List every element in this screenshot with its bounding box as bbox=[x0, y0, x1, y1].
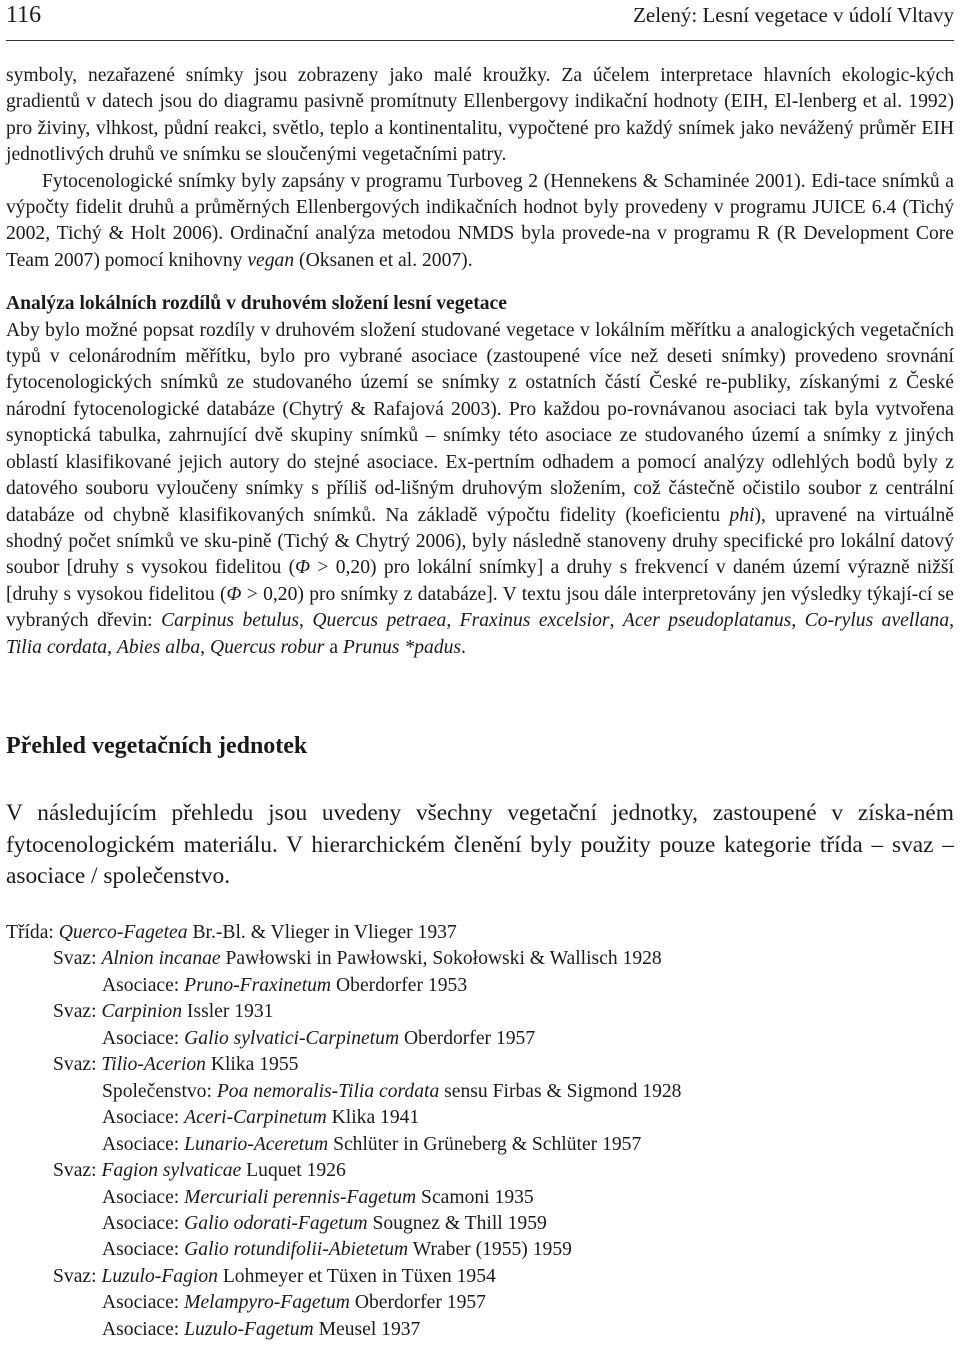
syntaxon-name: Galio odorati-Fagetum bbox=[184, 1212, 368, 1234]
rank-label: Svaz: bbox=[53, 1054, 102, 1076]
hierarchy-row bbox=[6, 1290, 681, 1316]
species-list: Carpinus betulus, Quercus petraea, Fraxinus excelsior, Acer pseudoplatanus, Co-rylus avellana, Tilia cordata, Abies alba, Quercus robur a Prunus *padus bbox=[6, 610, 955, 658]
species-name: Tilia cordata bbox=[6, 636, 108, 658]
syntaxon-name: Tilio-Acerion bbox=[101, 1054, 206, 1076]
hierarchy-row bbox=[6, 1105, 681, 1131]
phi-symbol: Φ bbox=[295, 557, 311, 579]
rank-label: Asociace: bbox=[102, 1318, 185, 1340]
syntaxon-author: Pawłowski in Pawłowski, Sokołowski & Wallisch 1928 bbox=[220, 948, 662, 970]
rank-label: Společenstvo: bbox=[102, 1080, 217, 1102]
species-name: Abies alba bbox=[116, 636, 201, 658]
syntaxon-name: Melampyro-Fagetum bbox=[184, 1292, 350, 1314]
hierarchy-row bbox=[6, 1211, 681, 1237]
hierarchy-row bbox=[6, 1026, 681, 1052]
syntaxon-author: Br.-Bl. & Vlieger in Vlieger 1937 bbox=[187, 922, 457, 943]
hierarchy-row bbox=[6, 1237, 681, 1263]
syntaxon-name: Galio sylvatici-Carpinetum bbox=[184, 1027, 400, 1049]
hierarchy-row bbox=[6, 1052, 681, 1078]
syntaxon-name: Carpinion bbox=[101, 1001, 183, 1023]
hierarchy-row bbox=[6, 1317, 681, 1343]
rank-label: Asociace: bbox=[102, 1212, 185, 1234]
body-text bbox=[6, 63, 954, 661]
syntaxon-author: Oberdorfer 1957 bbox=[349, 1292, 486, 1314]
syntaxon-name: Aceri-Carpinetum bbox=[184, 1107, 327, 1129]
syntaxon-author: Klika 1955 bbox=[205, 1054, 299, 1076]
rank-label: Asociace: bbox=[102, 974, 185, 996]
syntaxon-name: Pruno-Fraxinetum bbox=[184, 974, 332, 996]
phi-term: phi bbox=[729, 504, 755, 526]
species-name: Fraxinus excelsior bbox=[459, 610, 610, 632]
syntaxon-author: Oberdorfer 1953 bbox=[331, 974, 468, 996]
page-header bbox=[6, 0, 954, 41]
overview-heading: Přehled vegetačních jednotek bbox=[6, 733, 308, 759]
hierarchy-row bbox=[6, 920, 681, 946]
syntaxon-author: Wraber (1955) 1959 bbox=[408, 1239, 572, 1261]
syntaxon-name: Luzulo-Fagetum bbox=[184, 1318, 314, 1340]
hierarchy-row bbox=[6, 946, 681, 972]
syntaxon-name: Galio rotundifolii-Abietetum bbox=[184, 1239, 409, 1261]
species-name: Quercus petraea bbox=[312, 610, 447, 632]
rank-label: Třída: bbox=[6, 922, 59, 943]
overview-lead: V následujícím přehledu jsou uvedeny všechny vegetační jednotky, zastoupené v získa-ném fytocenologickém materiálu. V hierarchickém členění byly použity pouze kategorie třída – svaz – asociace / společenstvo. bbox=[6, 800, 954, 889]
rank-label: Asociace: bbox=[102, 1239, 185, 1261]
methods-paragraph-2: Fytocenologické snímky byly zapsány v programu Turboveg 2 (Hennekens & Schaminée 2001). Edi-tace snímků a výpočty fidelit druhů a průměrných Ellenbergových indikačních hodnot byly provedeny v programu JUICE 6.4 (Tichý 2002, Tichý & Holt 2006). Ordinační analýza metodou NMDS byla provede-na v programu R (R Development Core Team 2007) pomocí knihovny vegan (Oksanen et al. 2007). bbox=[6, 170, 954, 271]
syntaxon-author: Sougnez & Thill 1959 bbox=[367, 1212, 547, 1234]
hierarchy-row bbox=[6, 1185, 681, 1211]
syntaxon-author: Klika 1941 bbox=[326, 1107, 420, 1129]
species-name: Carpinus betulus bbox=[161, 610, 300, 632]
syntaxon-name: Lunario-Aceretum bbox=[184, 1133, 329, 1155]
syntaxon-author: Meusel 1937 bbox=[313, 1318, 421, 1340]
species-name: Quercus robur bbox=[209, 636, 325, 658]
species-name: Prunus *padus bbox=[342, 636, 462, 658]
section-paragraph: Aby bylo možné popsat rozdíly v druhovém složení studované vegetace v lokálním měřítku a analogických vegetačních typů v celonárodním měřítku, bylo pro vybrané asociace (zastoupené více než deseti snímky) provedeno srovnání fytocenologických snímků ze studovaného území se snímky z ostatních částí České re-publiky, získanými z České národní fytocenologické databáze (Chytrý & Rafajová 2003). Pro každou po-rovnávanou asociaci tak byla vytvořena synoptická tabulka, zahrnující dvě skupiny snímků – snímky této asociace ze studovaného území a snímky z jiných oblastí klasifikované jejich autory do stejné asociace. Ex-pertním odhadem a pomocí analýzy odlehlých bodů byly z datového souboru vyloučeny snímky s příliš od-lišným druhovým složením, což částečně očistilo soubor z centrální databáze od chybně klasifikovaných snímků. Na základě výpočtu fidelity (koeficientu phi), upravené na virtuálně shodný počet snímků ve sku-pině (Tichý & Chytrý 2006), byly následně stanoveny druhy specifické pro lokální datový soubor [druhy s vysokou fidelitou (Φ > 0,20) pro lokální snímky] a druhy s frekvencí v daném území výrazně nižší [druhy s vysokou fidelitou (Φ > 0,20) pro snímky z databáze]. V textu jsou dále interpretovány jen výsledky týkají-cí se vybraných dřevin: Carpinus betulus, Quercus petraea, Fraxinus excelsior, Acer pseudoplatanus, Co-rylus avellana, Tilia cordata, Abies alba, Quercus robur a Prunus *padus. bbox=[6, 319, 955, 658]
vegan-package-name: vegan bbox=[247, 249, 295, 271]
hierarchy-row bbox=[6, 999, 681, 1025]
hierarchy-row bbox=[6, 1079, 681, 1105]
running-title: Zelený: Lesní vegetace v údolí Vltavy bbox=[633, 3, 954, 27]
rank-label: Asociace: bbox=[102, 1133, 185, 1155]
syntaxon-name: Alnion incanae bbox=[101, 948, 221, 970]
species-name: Acer pseudoplatanus bbox=[622, 610, 792, 632]
syntaxon-hierarchy bbox=[6, 920, 681, 1343]
rank-label: Asociace: bbox=[102, 1292, 185, 1314]
phi-symbol: Φ bbox=[226, 583, 242, 605]
syntaxon-name: Luzulo-Fagion bbox=[101, 1265, 218, 1287]
rank-label: Svaz: bbox=[53, 1265, 102, 1287]
rank-label: Svaz: bbox=[53, 1001, 102, 1023]
rank-label: Asociace: bbox=[102, 1186, 185, 1208]
species-name: Co-rylus avellana bbox=[804, 610, 950, 632]
rank-label: Svaz: bbox=[53, 1160, 102, 1182]
syntaxon-author: Scamoni 1935 bbox=[416, 1186, 534, 1208]
methods-paragraph-1: symboly, nezařazené snímky jsou zobrazeny jako malé kroužky. Za účelem interpretace hlavních ekologic-kých gradientů v datech jsou do diagramu pasivně promítnuty Ellenbergovy indikační hodnoty (EIH, El-lenberg et al. 1992) pro živiny, vlhkost, půdní reakci, světlo, teplo a kontinentalitu, vypočtené pro každý snímek jako nevážený průměr EIH jednotlivých druhů ve snímku se sloučenými vegetačními patry. bbox=[6, 65, 954, 166]
page-number: 116 bbox=[6, 2, 42, 28]
rank-label: Svaz: bbox=[53, 948, 102, 970]
syntaxon-name: Querco-Fagetea bbox=[58, 922, 188, 943]
syntaxon-name: Fagion sylvaticae bbox=[101, 1160, 242, 1182]
hierarchy-row bbox=[6, 973, 681, 999]
syntaxon-author: sensu Firbas & Sigmond 1928 bbox=[439, 1080, 682, 1102]
syntaxon-author: Schlüter in Grüneberg & Schlüter 1957 bbox=[328, 1133, 642, 1155]
rank-label: Asociace: bbox=[102, 1027, 185, 1049]
rank-label: Asociace: bbox=[102, 1107, 185, 1129]
hierarchy-row bbox=[6, 1264, 681, 1290]
syntaxon-author: Lohmeyer et Tüxen in Tüxen 1954 bbox=[217, 1265, 496, 1287]
hierarchy-row bbox=[6, 1132, 681, 1158]
syntaxon-author: Luquet 1926 bbox=[241, 1160, 346, 1182]
syntaxon-name: Mercuriali perennis-Fagetum bbox=[184, 1186, 417, 1208]
syntaxon-author: Oberdorfer 1957 bbox=[399, 1027, 536, 1049]
syntaxon-author: Issler 1931 bbox=[182, 1001, 274, 1023]
hierarchy-row bbox=[6, 1158, 681, 1184]
syntaxon-name: Poa nemoralis-Tilia cordata bbox=[216, 1080, 440, 1102]
section-heading: Analýza lokálních rozdílů v druhovém složení lesní vegetace bbox=[6, 293, 507, 315]
